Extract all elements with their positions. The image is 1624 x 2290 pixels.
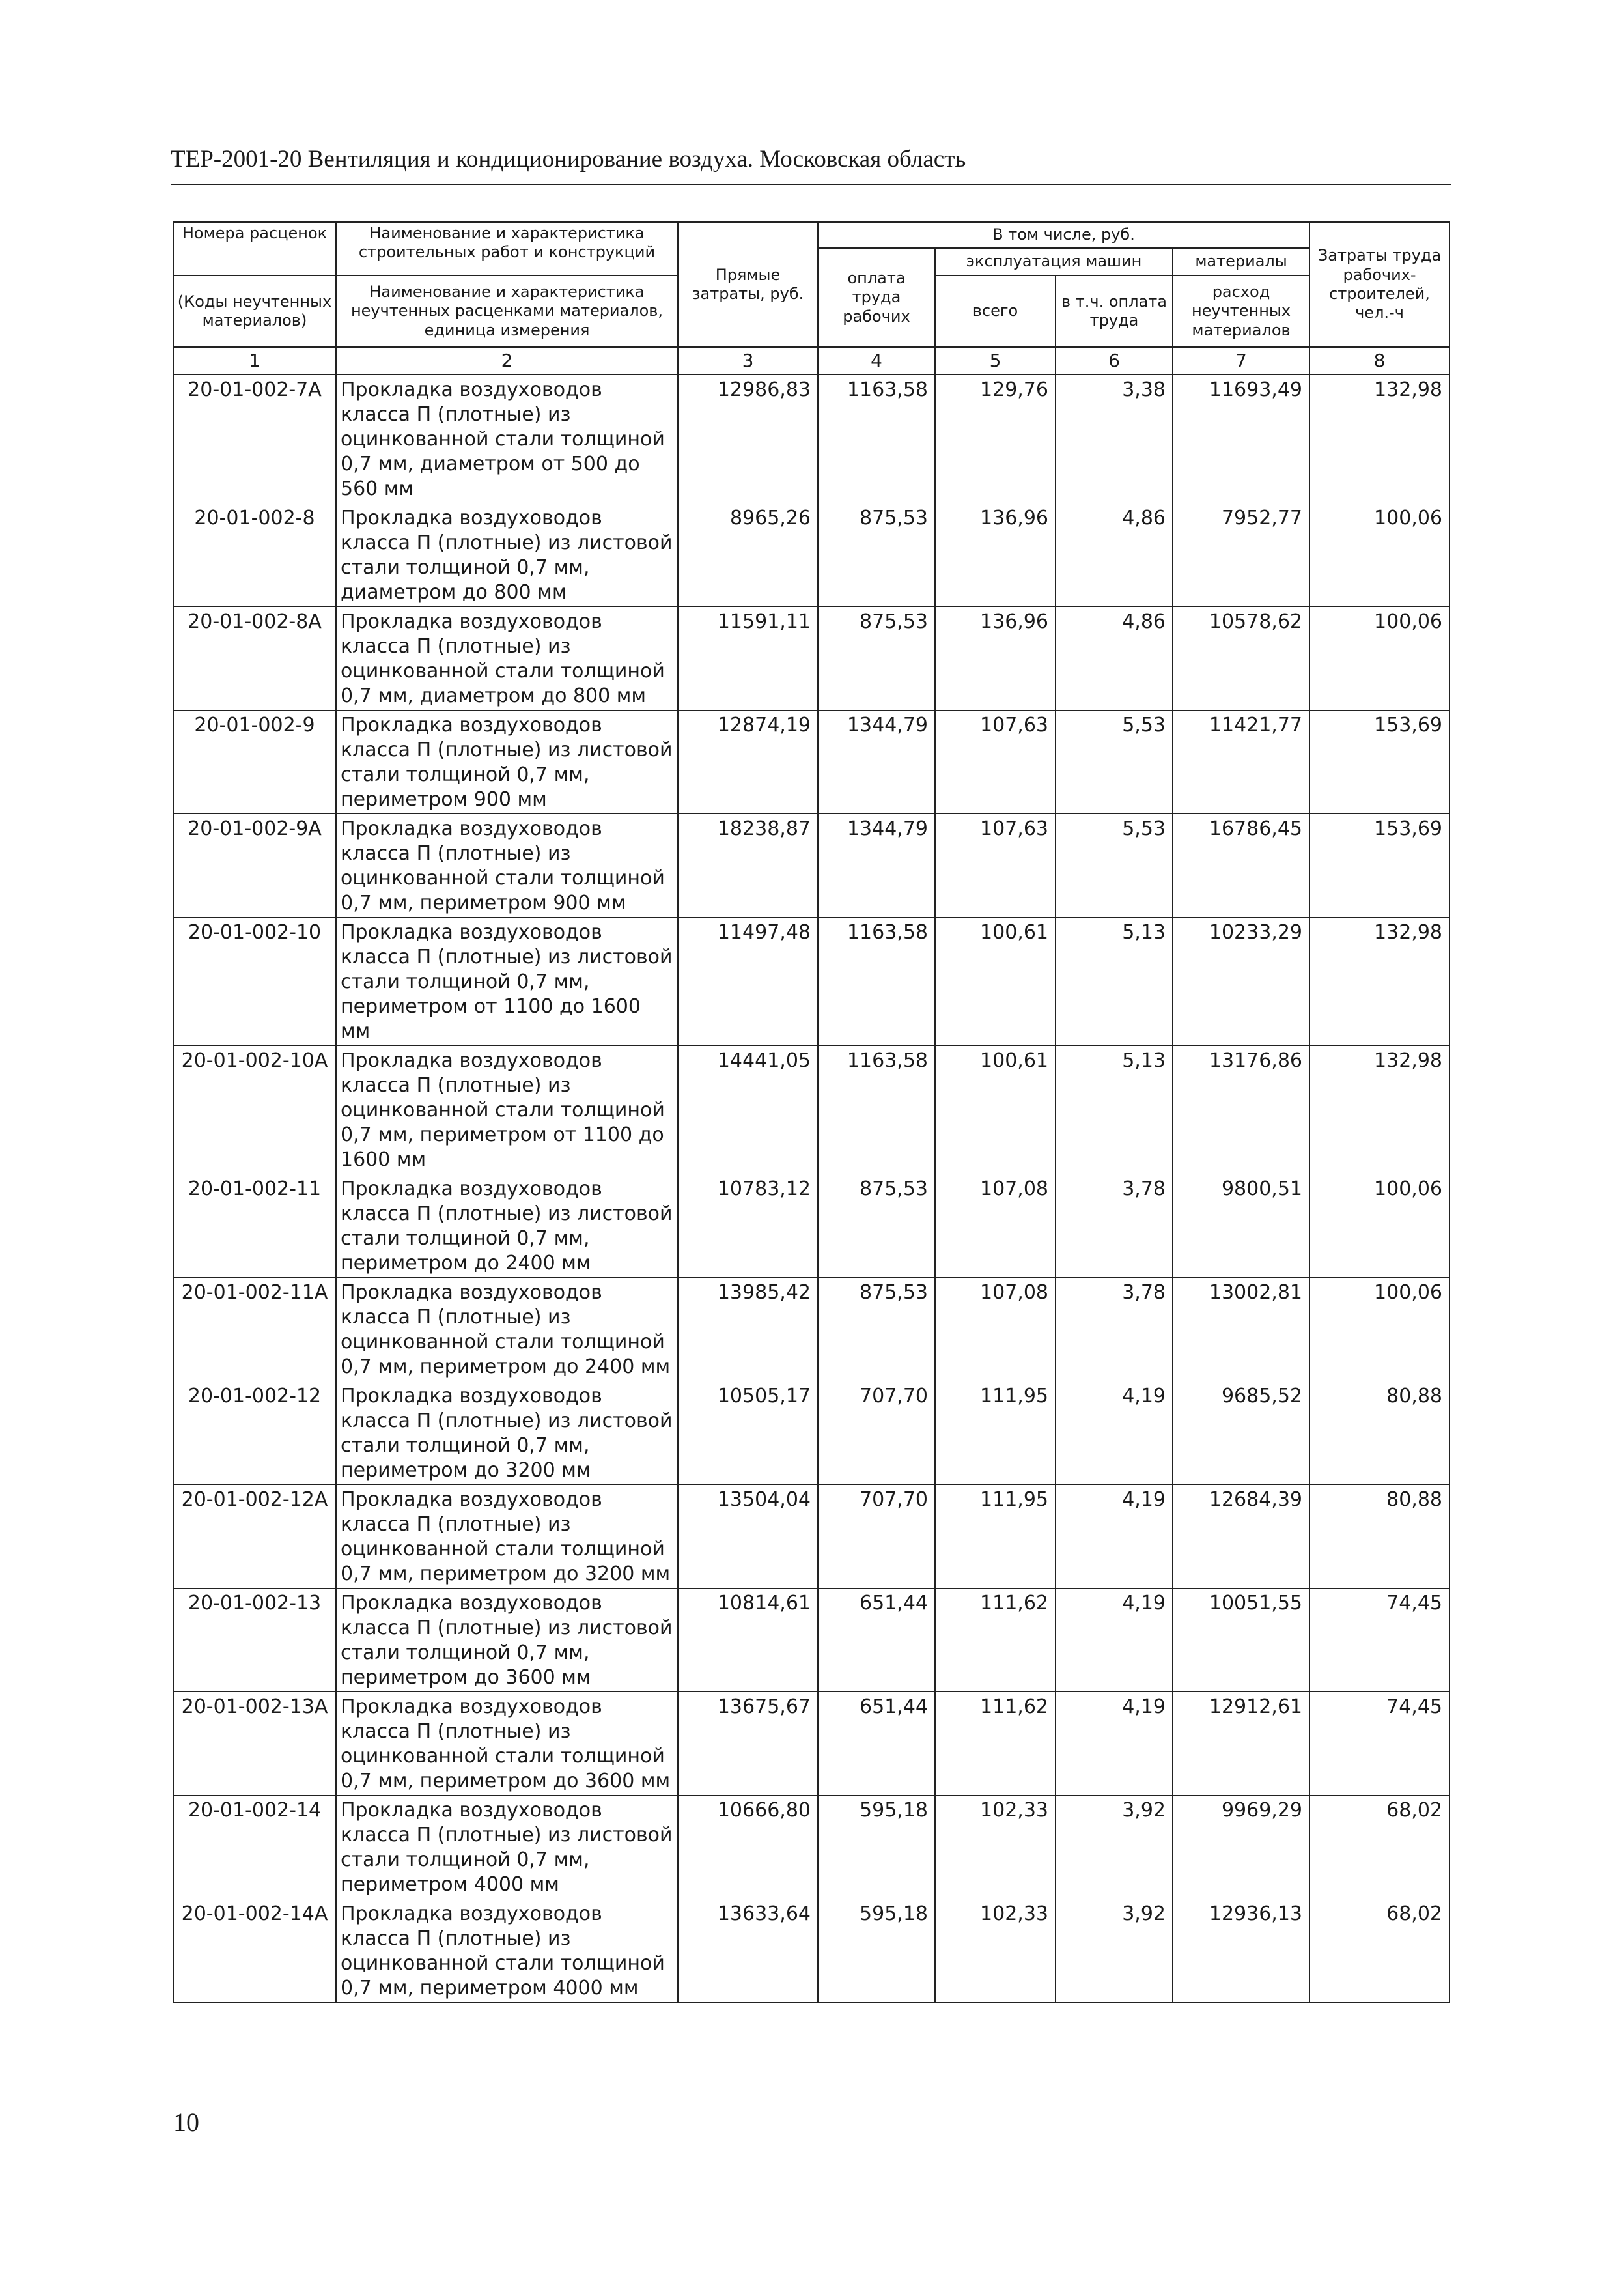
labor-pay-value: 1163,58 — [818, 918, 935, 1046]
labor-pay-value: 875,53 — [818, 1278, 935, 1381]
materials-value: 11693,49 — [1173, 375, 1309, 503]
direct-costs-value: 13633,64 — [678, 1899, 818, 2003]
rate-code: 20-01-002-9 — [173, 711, 336, 814]
table-row — [173, 711, 1449, 814]
rate-code: 20-01-002-14А — [173, 1899, 336, 2003]
labor-hours-value: 68,02 — [1309, 1796, 1449, 1899]
machines-labor-value: 3,78 — [1056, 1174, 1173, 1278]
work-description: Прокладка воздуховодов класса П (плотные) из листовой стали толщиной 0,7 мм, периметром до 2400 мм — [336, 1174, 678, 1278]
machines-labor-value: 4,86 — [1056, 607, 1173, 711]
machines-labor-value: 5,53 — [1056, 814, 1173, 918]
table-row — [173, 1046, 1449, 1174]
column-number: 5 — [935, 347, 1056, 375]
table-row — [173, 1589, 1449, 1692]
labor-hours-value: 153,69 — [1309, 814, 1449, 918]
machines-labor-value: 5,13 — [1056, 1046, 1173, 1174]
labor-pay-value: 875,53 — [818, 607, 935, 711]
column-number: 2 — [336, 347, 678, 375]
header-name-top: Наименование и характеристика строительных работ и конструкций — [336, 222, 678, 276]
work-description: Прокладка воздуховодов класса П (плотные) из листовой стали толщиной 0,7 мм, периметром до 3600 мм — [336, 1589, 678, 1692]
labor-pay-value: 1163,58 — [818, 375, 935, 503]
rate-code: 20-01-002-14 — [173, 1796, 336, 1899]
table-row — [173, 607, 1449, 711]
materials-value: 12684,39 — [1173, 1485, 1309, 1589]
direct-costs-value: 12986,83 — [678, 375, 818, 503]
labor-hours-value: 100,06 — [1309, 503, 1449, 607]
rate-code: 20-01-002-11 — [173, 1174, 336, 1278]
direct-costs-value: 8965,26 — [678, 503, 818, 607]
direct-costs-value: 12874,19 — [678, 711, 818, 814]
header-machines-labor: в т.ч. оплата труда — [1056, 276, 1173, 347]
labor-hours-value: 132,98 — [1309, 918, 1449, 1046]
machines-total-value: 136,96 — [935, 503, 1056, 607]
labor-pay-value: 595,18 — [818, 1796, 935, 1899]
machines-total-value: 107,63 — [935, 814, 1056, 918]
rate-code: 20-01-002-10А — [173, 1046, 336, 1174]
machines-total-value: 107,08 — [935, 1174, 1056, 1278]
header-name-bottom: Наименование и характеристика неучтенных расценками материалов, единица измерения — [336, 276, 678, 347]
materials-value: 12936,13 — [1173, 1899, 1309, 2003]
table-row — [173, 814, 1449, 918]
labor-pay-value: 1344,79 — [818, 814, 935, 918]
work-description: Прокладка воздуховодов класса П (плотные) из оцинкованной стали толщиной 0,7 мм, периметром до 2400 мм — [336, 1278, 678, 1381]
work-description: Прокладка воздуховодов класса П (плотные) из оцинкованной стали толщиной 0,7 мм, диаметром от 500 до 560 мм — [336, 375, 678, 503]
labor-pay-value: 707,70 — [818, 1381, 935, 1485]
materials-value: 9800,51 — [1173, 1174, 1309, 1278]
labor-hours-value: 100,06 — [1309, 1174, 1449, 1278]
direct-costs-value: 10814,61 — [678, 1589, 818, 1692]
table-row — [173, 503, 1449, 607]
materials-value: 16786,45 — [1173, 814, 1309, 918]
rate-code: 20-01-002-8 — [173, 503, 336, 607]
labor-hours-value: 153,69 — [1309, 711, 1449, 814]
direct-costs-value: 10505,17 — [678, 1381, 818, 1485]
machines-total-value: 129,76 — [935, 375, 1056, 503]
machines-total-value: 100,61 — [935, 918, 1056, 1046]
column-number: 1 — [173, 347, 336, 375]
materials-value: 9685,52 — [1173, 1381, 1309, 1485]
machines-labor-value: 4,19 — [1056, 1485, 1173, 1589]
direct-costs-value: 18238,87 — [678, 814, 818, 918]
column-number: 3 — [678, 347, 818, 375]
materials-value: 9969,29 — [1173, 1796, 1309, 1899]
table-row — [173, 1174, 1449, 1278]
rate-code: 20-01-002-13А — [173, 1692, 336, 1796]
direct-costs-value: 13985,42 — [678, 1278, 818, 1381]
header-materials-unaccounted: расход неучтенных материалов — [1173, 276, 1309, 347]
materials-value: 13176,86 — [1173, 1046, 1309, 1174]
work-description: Прокладка воздуховодов класса П (плотные) из листовой стали толщиной 0,7 мм, периметром от 1100 до 1600 мм — [336, 918, 678, 1046]
machines-total-value: 102,33 — [935, 1899, 1056, 2003]
labor-pay-value: 595,18 — [818, 1899, 935, 2003]
table-row — [173, 1796, 1449, 1899]
machines-labor-value: 4,19 — [1056, 1589, 1173, 1692]
materials-value: 12912,61 — [1173, 1692, 1309, 1796]
header-including: В том числе, руб. — [818, 222, 1309, 248]
machines-labor-value: 3,92 — [1056, 1796, 1173, 1899]
rate-code: 20-01-002-9А — [173, 814, 336, 918]
machines-labor-value: 3,92 — [1056, 1899, 1173, 2003]
header-machines: эксплуатация машин — [935, 248, 1173, 276]
labor-pay-value: 1163,58 — [818, 1046, 935, 1174]
machines-total-value: 100,61 — [935, 1046, 1056, 1174]
labor-pay-value: 875,53 — [818, 1174, 935, 1278]
machines-total-value: 111,95 — [935, 1485, 1056, 1589]
header-materials: материалы — [1173, 248, 1309, 276]
header-direct-costs: Прямые затраты, руб. — [678, 222, 818, 347]
labor-hours-value: 132,98 — [1309, 1046, 1449, 1174]
header-labor-hours: Затраты труда рабочих-строителей, чел.-ч — [1309, 222, 1449, 347]
header-machines-total: всего — [935, 276, 1056, 347]
labor-pay-value: 651,44 — [818, 1589, 935, 1692]
labor-hours-value: 74,45 — [1309, 1692, 1449, 1796]
machines-total-value: 111,62 — [935, 1589, 1056, 1692]
direct-costs-value: 13504,04 — [678, 1485, 818, 1589]
machines-labor-value: 4,19 — [1056, 1692, 1173, 1796]
labor-pay-value: 875,53 — [818, 503, 935, 607]
direct-costs-value: 10783,12 — [678, 1174, 818, 1278]
rate-code: 20-01-002-11А — [173, 1278, 336, 1381]
materials-value: 10051,55 — [1173, 1589, 1309, 1692]
materials-value: 7952,77 — [1173, 503, 1309, 607]
table-row — [173, 918, 1449, 1046]
page-header: ТЕР-2001-20 Вентиляция и кондиционирование воздуха. Московская область — [171, 146, 966, 173]
rate-code: 20-01-002-13 — [173, 1589, 336, 1692]
table-row — [173, 1899, 1449, 2003]
table-row — [173, 1692, 1449, 1796]
materials-value: 11421,77 — [1173, 711, 1309, 814]
work-description: Прокладка воздуховодов класса П (плотные) из листовой стали толщиной 0,7 мм, периметром до 3200 мм — [336, 1381, 678, 1485]
work-description: Прокладка воздуховодов класса П (плотные) из листовой стали толщиной 0,7 мм, периметром 4000 мм — [336, 1796, 678, 1899]
work-description: Прокладка воздуховодов класса П (плотные) из оцинкованной стали толщиной 0,7 мм, периметром до 3600 мм — [336, 1692, 678, 1796]
machines-total-value: 111,95 — [935, 1381, 1056, 1485]
direct-costs-value: 13675,67 — [678, 1692, 818, 1796]
machines-total-value: 107,08 — [935, 1278, 1056, 1381]
materials-value: 10578,62 — [1173, 607, 1309, 711]
header-labor-pay: оплата труда рабочих — [818, 248, 935, 347]
page-number: 10 — [173, 2108, 199, 2137]
table-row — [173, 1485, 1449, 1589]
work-description: Прокладка воздуховодов класса П (плотные) из оцинкованной стали толщиной 0,7 мм, периметром до 3200 мм — [336, 1485, 678, 1589]
column-number: 4 — [818, 347, 935, 375]
work-description: Прокладка воздуховодов класса П (плотные) из оцинкованной стали толщиной 0,7 мм, периметром от 1100 до 1600 мм — [336, 1046, 678, 1174]
machines-total-value: 111,62 — [935, 1692, 1056, 1796]
direct-costs-value: 14441,05 — [678, 1046, 818, 1174]
machines-labor-value: 4,19 — [1056, 1381, 1173, 1485]
work-description: Прокладка воздуховодов класса П (плотные) из оцинкованной стали толщиной 0,7 мм, диаметром до 800 мм — [336, 607, 678, 711]
machines-labor-value: 3,38 — [1056, 375, 1173, 503]
table-row — [173, 1278, 1449, 1381]
labor-hours-value: 100,06 — [1309, 607, 1449, 711]
work-description: Прокладка воздуховодов класса П (плотные) из листовой стали толщиной 0,7 мм, периметром 900 мм — [336, 711, 678, 814]
column-number: 8 — [1309, 347, 1449, 375]
labor-hours-value: 68,02 — [1309, 1899, 1449, 2003]
labor-hours-value: 80,88 — [1309, 1485, 1449, 1589]
labor-pay-value: 651,44 — [818, 1692, 935, 1796]
rate-code: 20-01-002-12 — [173, 1381, 336, 1485]
labor-hours-value: 100,06 — [1309, 1278, 1449, 1381]
labor-hours-value: 80,88 — [1309, 1381, 1449, 1485]
column-number: 7 — [1173, 347, 1309, 375]
machines-total-value: 136,96 — [935, 607, 1056, 711]
column-number-row — [173, 347, 1449, 375]
work-description: Прокладка воздуховодов класса П (плотные) из оцинкованной стали толщиной 0,7 мм, периметром 900 мм — [336, 814, 678, 918]
labor-hours-value: 132,98 — [1309, 375, 1449, 503]
machines-labor-value: 5,53 — [1056, 711, 1173, 814]
machines-total-value: 107,63 — [935, 711, 1056, 814]
column-number: 6 — [1056, 347, 1173, 375]
work-description: Прокладка воздуховодов класса П (плотные) из оцинкованной стали толщиной 0,7 мм, периметром 4000 мм — [336, 1899, 678, 2003]
price-table — [173, 221, 1450, 2003]
machines-total-value: 102,33 — [935, 1796, 1056, 1899]
machines-labor-value: 3,78 — [1056, 1278, 1173, 1381]
labor-pay-value: 707,70 — [818, 1485, 935, 1589]
header-code-bottom: (Коды неучтенных материалов) — [173, 276, 336, 347]
rate-code: 20-01-002-8А — [173, 607, 336, 711]
direct-costs-value: 11591,11 — [678, 607, 818, 711]
labor-pay-value: 1344,79 — [818, 711, 935, 814]
rate-code: 20-01-002-7А — [173, 375, 336, 503]
rate-code: 20-01-002-12А — [173, 1485, 336, 1589]
direct-costs-value: 10666,80 — [678, 1796, 818, 1899]
labor-hours-value: 74,45 — [1309, 1589, 1449, 1692]
rate-code: 20-01-002-10 — [173, 918, 336, 1046]
direct-costs-value: 11497,48 — [678, 918, 818, 1046]
table-row — [173, 375, 1449, 503]
machines-labor-value: 4,86 — [1056, 503, 1173, 607]
materials-value: 10233,29 — [1173, 918, 1309, 1046]
header-code-top: Номера расценок — [173, 222, 336, 276]
header-divider — [171, 184, 1451, 185]
table-row — [173, 1381, 1449, 1485]
materials-value: 13002,81 — [1173, 1278, 1309, 1381]
machines-labor-value: 5,13 — [1056, 918, 1173, 1046]
work-description: Прокладка воздуховодов класса П (плотные) из листовой стали толщиной 0,7 мм, диаметром до 800 мм — [336, 503, 678, 607]
